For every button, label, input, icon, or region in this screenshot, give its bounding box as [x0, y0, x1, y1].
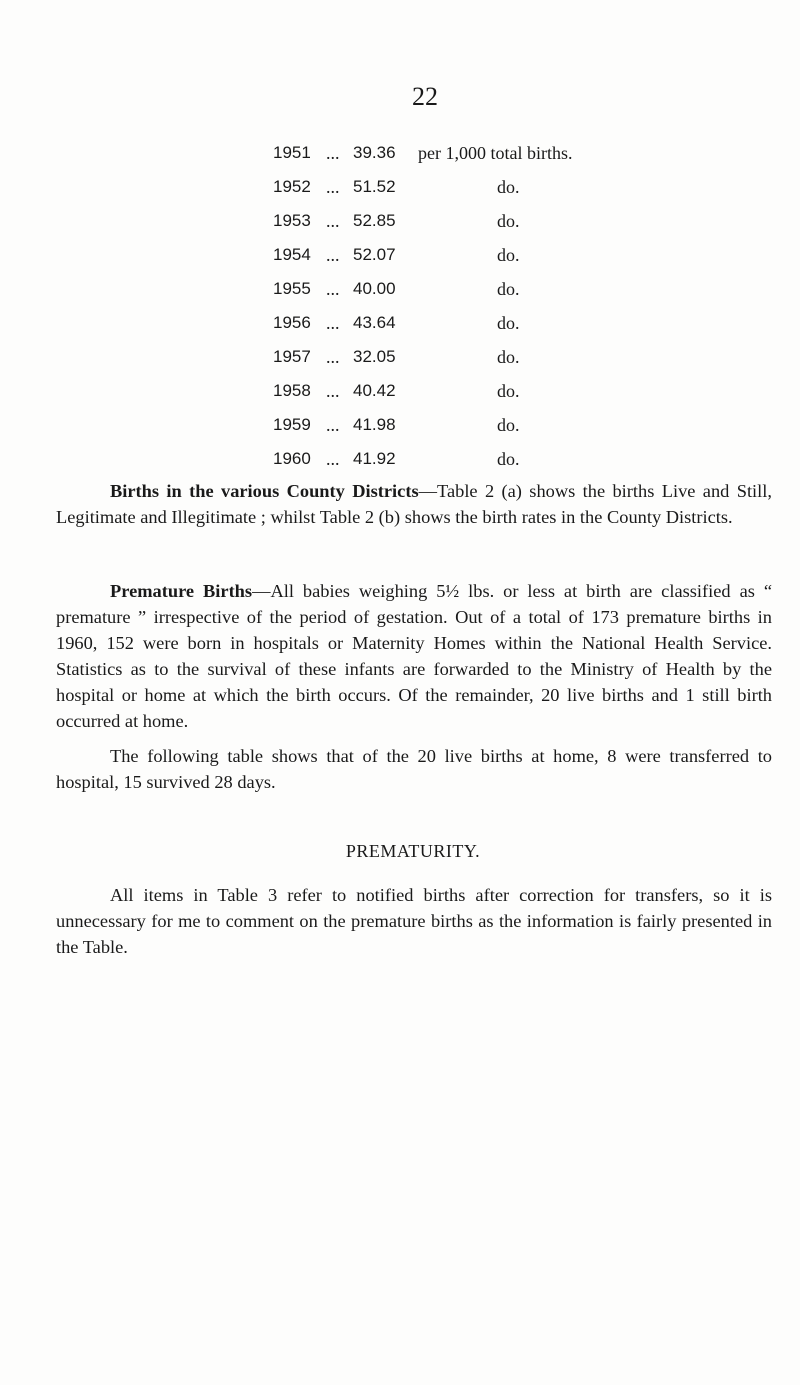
leader-dots: ... — [326, 415, 340, 435]
ditto-cell: do. — [497, 347, 520, 367]
rate-cell: 32.05 — [353, 347, 396, 366]
leader-dots: ... — [326, 245, 340, 265]
rate-cell: 41.92 — [353, 449, 396, 468]
year-cell: 1956 — [273, 313, 311, 332]
rate-row — [265, 242, 685, 276]
ditto-cell: do. — [497, 449, 520, 469]
premature-births-paragraph — [56, 578, 772, 734]
ditto-cell: do. — [497, 211, 520, 231]
rate-row — [265, 378, 685, 412]
rate-cell: 40.00 — [353, 279, 396, 298]
year-cell: 1960 — [273, 449, 311, 468]
year-cell: 1957 — [273, 347, 311, 366]
leader-dots: ... — [326, 279, 340, 299]
following-table-text: The following table shows that of the 20 live births at home, 8 were transferred to hospital, 15 survived 28 days. — [56, 746, 772, 792]
rate-cell: 51.52 — [353, 177, 396, 196]
unit-cell: per 1,000 total births. — [418, 143, 573, 163]
rate-cell: 41.98 — [353, 415, 396, 434]
premature-birth-rates-table — [265, 140, 685, 480]
rate-cell: 39.36 — [353, 143, 396, 162]
births-districts-text: —Table 2 (a) shows the births Live and Still, Legitimate and Illegitimate ; whilst Table 2 (b) shows the birth rates in the County Districts. — [56, 481, 772, 527]
rate-row — [265, 208, 685, 242]
leader-dots: ... — [326, 143, 340, 163]
rate-row — [265, 344, 685, 378]
births-districts-paragraph — [56, 478, 772, 530]
ditto-cell: do. — [497, 279, 520, 299]
year-cell: 1953 — [273, 211, 311, 230]
year-cell: 1952 — [273, 177, 311, 196]
rate-cell: 52.85 — [353, 211, 396, 230]
ditto-cell: do. — [497, 313, 520, 333]
following-table-paragraph — [56, 743, 772, 795]
rate-row — [265, 276, 685, 310]
leader-dots: ... — [326, 211, 340, 231]
prematurity-heading: PREMATURITY. — [345, 841, 481, 861]
rate-row — [265, 174, 685, 208]
year-cell: 1958 — [273, 381, 311, 400]
table3-note-text: All items in Table 3 refer to notified births after correction for transfers, so it is unnecessary for me to comment on the premature births as the information is fairly presented in the Table. — [56, 885, 772, 957]
leader-dots: ... — [326, 313, 340, 333]
births-districts-heading: Births in the various County Districts — [110, 481, 419, 501]
rate-cell: 40.42 — [353, 381, 396, 400]
rate-cell: 43.64 — [353, 313, 396, 332]
rate-row — [265, 140, 685, 174]
rate-cell: 52.07 — [353, 245, 396, 264]
year-cell: 1951 — [273, 143, 311, 162]
ditto-cell: do. — [497, 415, 520, 435]
premature-births-heading: Premature Births — [110, 581, 253, 601]
table3-note-paragraph — [56, 882, 772, 960]
year-cell: 1954 — [273, 245, 311, 264]
ditto-cell: do. — [497, 381, 520, 401]
year-cell: 1955 — [273, 279, 311, 298]
rate-row — [265, 412, 685, 446]
leader-dots: ... — [326, 177, 340, 197]
leader-dots: ... — [326, 449, 340, 469]
page-number: 22 — [412, 82, 438, 111]
premature-births-text: —All babies weighing 5½ lbs. or less at birth are classified as “ premature ” irrespective of the period of gestation. Out of a total of 173 premature births in 1960, 152 were born in hospitals or Maternity Homes within the National Health Service. Statistics as to the survival of these infants are forwarded to the Ministry of Health by the hospital or home at which the birth occurs. Of the remainder, 20 live births and 1 still birth occurred at home. — [56, 581, 772, 731]
leader-dots: ... — [326, 381, 340, 401]
leader-dots: ... — [326, 347, 340, 367]
ditto-cell: do. — [497, 245, 520, 265]
rate-row — [265, 310, 685, 344]
year-cell: 1959 — [273, 415, 311, 434]
rate-row — [265, 446, 685, 480]
ditto-cell: do. — [497, 177, 520, 197]
